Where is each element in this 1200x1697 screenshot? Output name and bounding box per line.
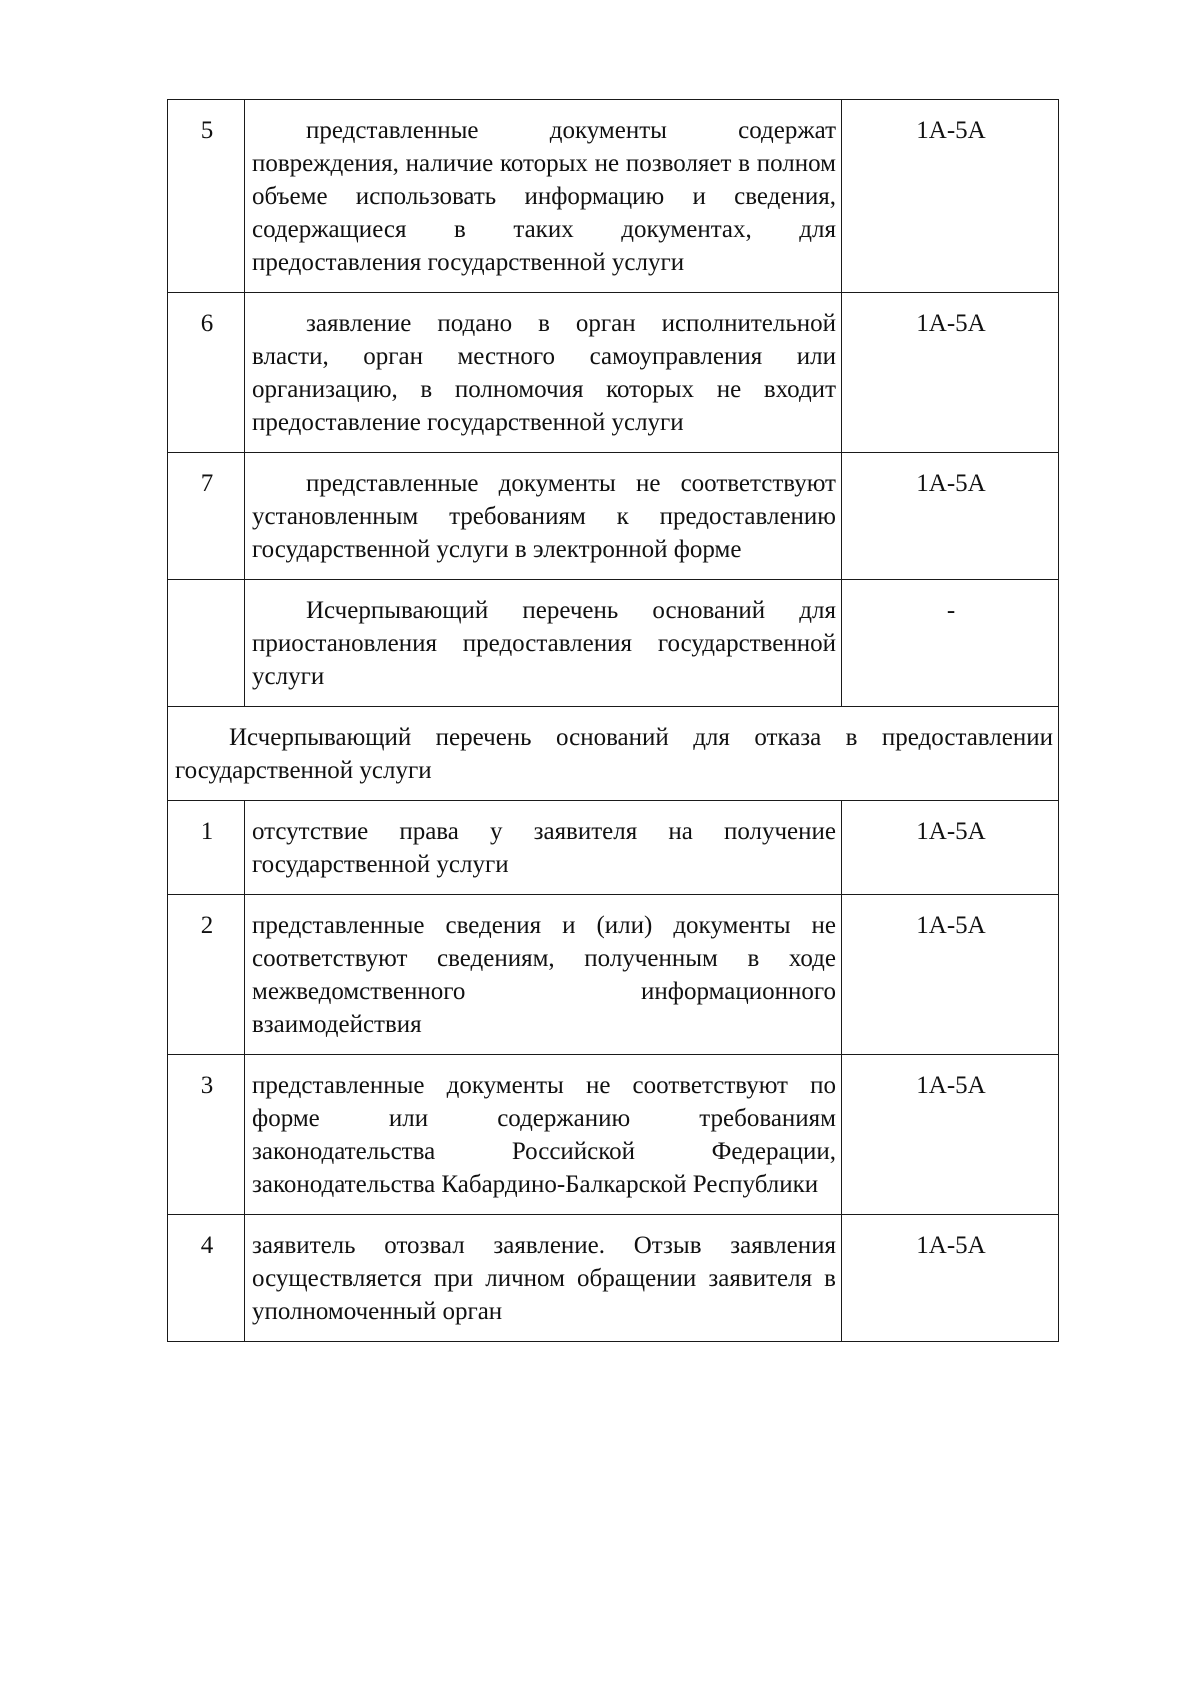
row-code: 1А-5А [842, 1055, 1059, 1215]
row-text: заявитель отозвал заявление. Отзыв заявления осуществляется при личном обращении заявителя в уполномоченный орган [245, 1215, 842, 1342]
row-code: - [842, 580, 1059, 707]
row-text: представленные сведения и (или) документы не соответствуют сведениям, полученным в ходе межведомственного информационного взаимодействия [245, 895, 842, 1055]
row-text: отсутствие права у заявителя на получение государственной услуги [245, 801, 842, 895]
row-code: 1А-5А [842, 293, 1059, 453]
row-number: 4 [168, 1215, 245, 1342]
row-number: 3 [168, 1055, 245, 1215]
table-row [168, 100, 1059, 293]
row-text: представленные документы не соответствуют установленным требованиям к предоставлению государственной услуги в электронной форме [245, 453, 842, 580]
row-code: 1А-5А [842, 1215, 1059, 1342]
table-row [168, 293, 1059, 453]
row-number [168, 580, 245, 707]
table-row [168, 1215, 1059, 1342]
table-row [168, 580, 1059, 707]
row-code: 1А-5А [842, 895, 1059, 1055]
row-code: 1А-5А [842, 801, 1059, 895]
row-text: Исчерпывающий перечень оснований для приостановления предоставления государственной услуги [245, 580, 842, 707]
grounds-table [167, 99, 1059, 1342]
row-text: заявление подано в орган исполнительной власти, орган местного самоуправления или организацию, в полномочия которых не входит предоставление государственной услуги [245, 293, 842, 453]
section-row [168, 707, 1059, 801]
row-number: 1 [168, 801, 245, 895]
row-code: 1А-5А [842, 453, 1059, 580]
table-row [168, 801, 1059, 895]
row-text: представленные документы не соответствуют по форме или содержанию требованиям законодательства Российской Федерации, законодательства Кабардино-Балкарской Республики [245, 1055, 842, 1215]
row-number: 6 [168, 293, 245, 453]
table-row [168, 895, 1059, 1055]
table-row [168, 1055, 1059, 1215]
row-code: 1А-5А [842, 100, 1059, 293]
row-number: 2 [168, 895, 245, 1055]
row-number: 5 [168, 100, 245, 293]
row-number: 7 [168, 453, 245, 580]
section-heading: Исчерпывающий перечень оснований для отказа в предоставлении государственной услуги [168, 707, 1059, 801]
table-row [168, 453, 1059, 580]
row-text: представленные документы содержат повреждения, наличие которых не позволяет в полном объеме использовать информацию и сведения, содержащиеся в таких документах, для предоставления государственной услуги [245, 100, 842, 293]
